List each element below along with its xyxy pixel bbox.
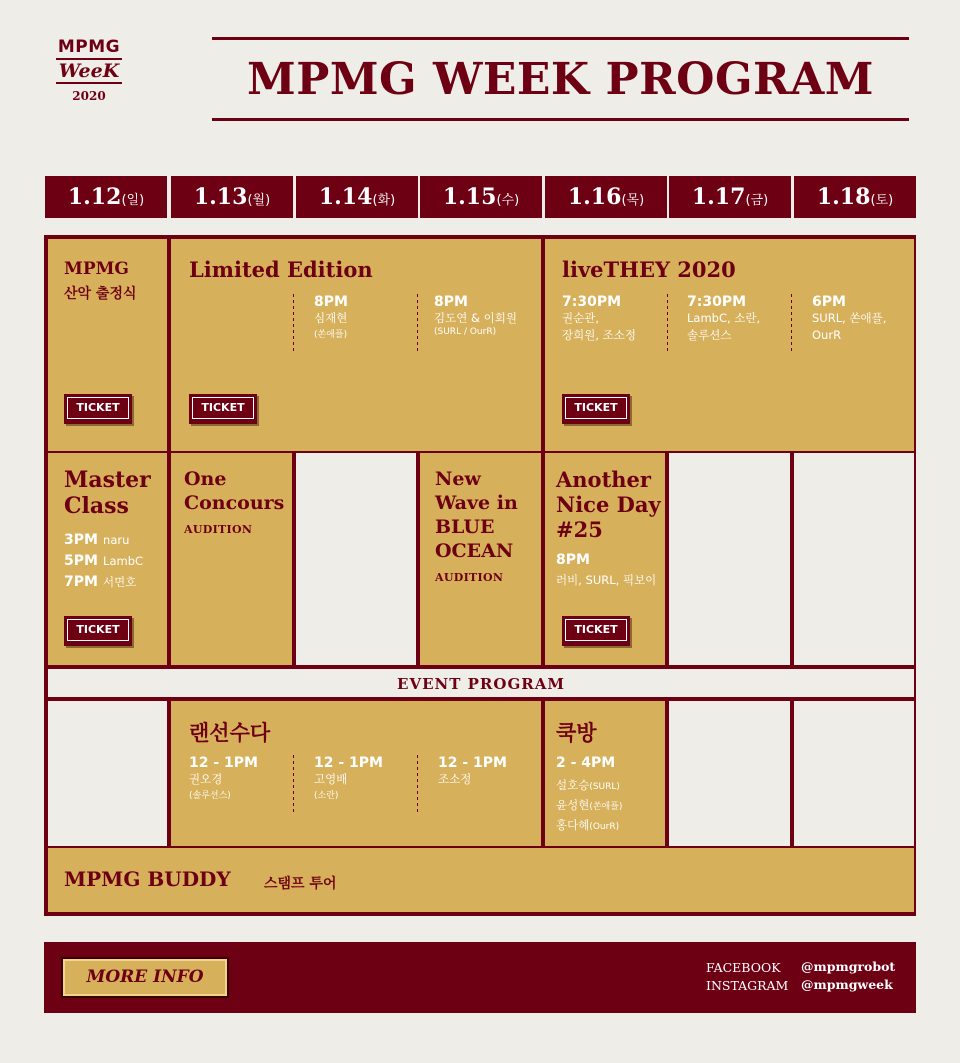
ticket-button[interactable]: TICKET — [562, 616, 630, 646]
instagram-handle[interactable]: @mpmgweek — [801, 977, 893, 992]
livethey-show: 7:30PM 권순관, 장희원, 조소정 — [562, 294, 636, 342]
ticket-button[interactable]: TICKET — [64, 616, 132, 646]
audition-tag: AUDITION — [435, 571, 504, 584]
logo-line-1: MPMG — [57, 37, 121, 57]
facebook-handle[interactable]: @mpmgrobot — [801, 959, 896, 974]
opening-title: MPMG — [64, 259, 129, 279]
cell-mpmg-buddy — [48, 848, 914, 912]
logo-line-2: WeeK — [56, 58, 122, 84]
cell-empty — [669, 701, 790, 846]
limited-edition-title: Limited Edition — [189, 257, 373, 282]
livethey-title: liveTHEY 2020 — [562, 257, 736, 282]
cell-cookbang — [545, 701, 665, 846]
instagram-label: INSTAGRAM — [706, 978, 789, 993]
ticket-button[interactable]: TICKET — [189, 394, 257, 424]
cookbang-time: 2 - 4PM — [556, 755, 616, 771]
logo-year: 2020 — [72, 89, 106, 103]
new-wave-title: New Wave in BLUE OCEAN — [435, 468, 518, 562]
day-header: 1.18(토) — [794, 176, 916, 218]
lansun-show: 12 - 1PM 권오경 (솔루션스) — [189, 755, 258, 801]
divider — [791, 294, 792, 354]
another-nice-day-time: 8PM — [556, 552, 590, 568]
cell-empty — [48, 701, 167, 846]
cell-opening — [48, 239, 167, 451]
limited-show: 8PM 심재현 (쏜애플) — [314, 294, 348, 340]
cell-limited-edition — [171, 239, 541, 451]
another-nice-day-title: Another Nice Day #25 — [556, 467, 661, 542]
divider — [417, 294, 418, 354]
day-header: 1.17(금) — [669, 176, 791, 218]
title-rule-top — [212, 37, 909, 40]
cell-empty — [669, 453, 790, 665]
lansun-show: 12 - 1PM 고영배 (소란) — [314, 755, 383, 801]
day-header: 1.13(월) — [171, 176, 293, 218]
day-header: 1.16(목) — [545, 176, 667, 218]
ticket-button[interactable]: TICKET — [562, 394, 630, 424]
cookbang-hosts: 설호승(SURL) 윤성현(쏜애플) 홍다혜(OurR) — [556, 778, 623, 832]
title-rule-bottom — [212, 118, 909, 121]
cell-another-nice-day — [545, 453, 665, 665]
cell-lansun-suda — [171, 701, 541, 846]
one-concours-title: One Concours — [184, 468, 285, 514]
cell-empty — [296, 453, 416, 665]
divider — [667, 294, 668, 354]
day-header: 1.12(일) — [45, 176, 167, 218]
day-header: 1.15(수) — [420, 176, 542, 218]
lansun-suda-title: 랜선수다 — [189, 721, 271, 745]
cell-new-wave — [420, 453, 541, 665]
buddy-title: MPMG BUDDY — [64, 867, 231, 891]
cell-empty — [794, 701, 914, 846]
day-header: 1.14(화) — [296, 176, 418, 218]
cell-empty — [794, 453, 914, 665]
divider — [293, 294, 294, 354]
livethey-show: 7:30PM LambC, 소란, 솔루션스 — [687, 294, 761, 342]
master-class-sessions: 3PM naru 5PM LambC 7PM 서면호 — [64, 532, 144, 590]
more-info-button[interactable]: MORE INFO — [63, 959, 227, 996]
cell-livethey — [545, 239, 914, 451]
divider — [417, 755, 418, 815]
logo — [52, 38, 126, 103]
opening-subtitle: 산악 출정식 — [64, 286, 137, 302]
facebook-label: FACEBOOK — [706, 960, 781, 975]
master-class-title: Master Class — [64, 467, 151, 519]
divider — [293, 755, 294, 815]
page-title: MPMG WEEK PROGRAM — [247, 54, 874, 105]
lansun-show: 12 - 1PM 조소정 — [438, 755, 507, 786]
livethey-show: 6PM SURL, 쏜애플, OurR — [812, 294, 887, 342]
buddy-subtitle: 스탬프 투어 — [264, 876, 337, 892]
limited-show: 8PM 김도연 & 이회원 (SURL / OurR) — [434, 294, 517, 337]
cell-master-class — [48, 453, 167, 665]
another-nice-day-artists: 러비, SURL, 픽보이 — [556, 573, 657, 587]
event-program-heading: EVENT PROGRAM — [397, 675, 565, 693]
ticket-button[interactable]: TICKET — [64, 394, 132, 424]
audition-tag: AUDITION — [184, 523, 253, 536]
cookbang-title: 쿡방 — [556, 721, 597, 745]
cell-one-concours — [171, 453, 292, 665]
